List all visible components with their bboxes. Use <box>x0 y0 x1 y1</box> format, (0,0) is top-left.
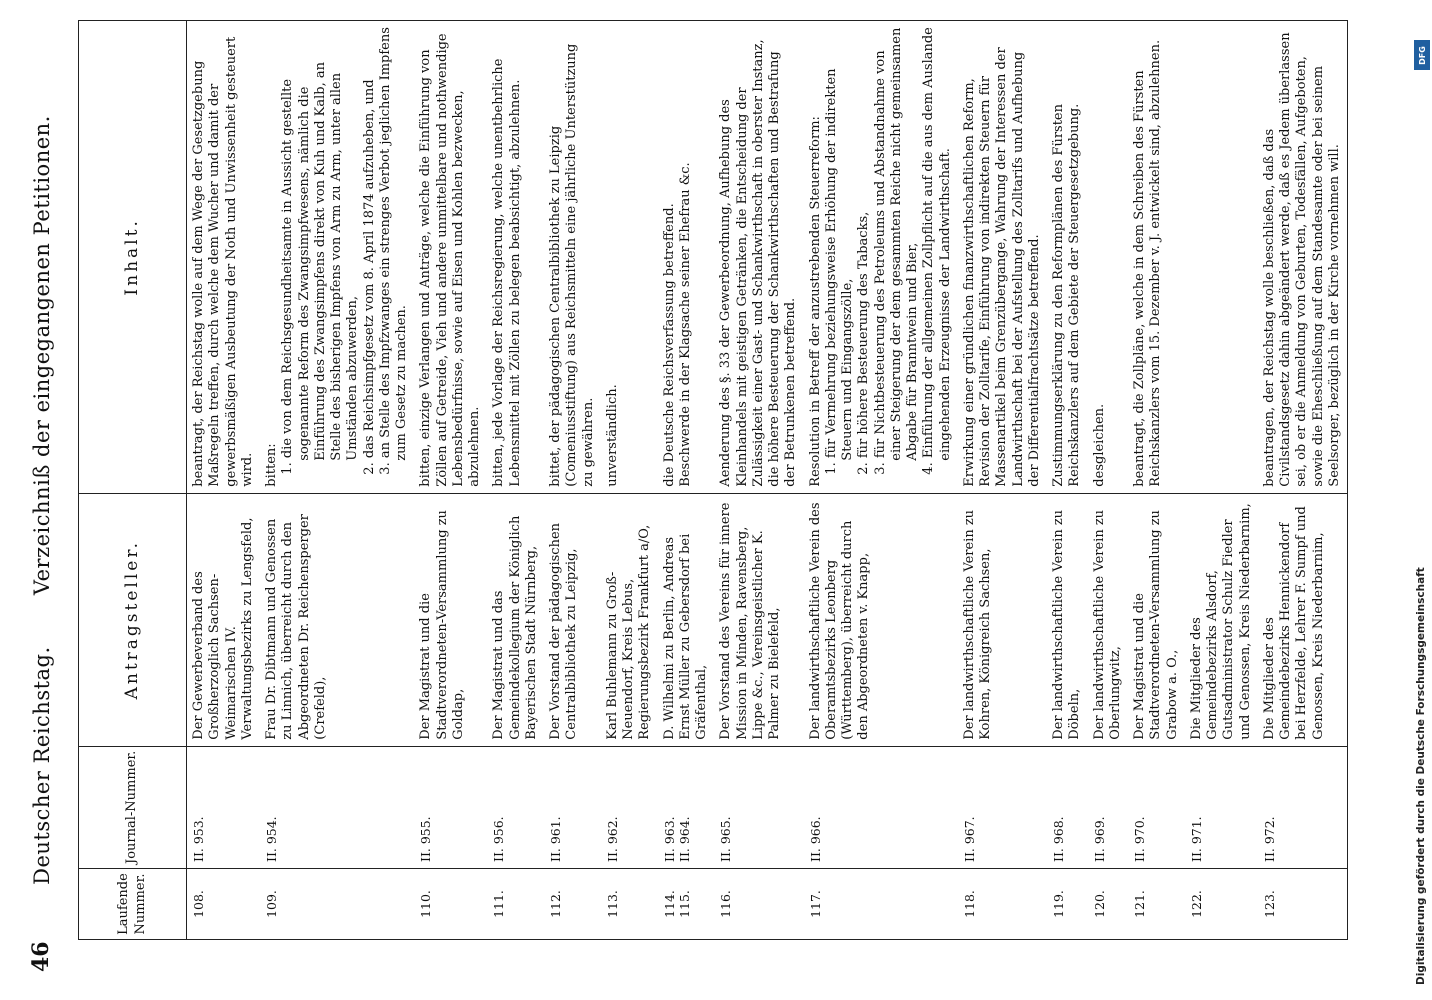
cell-inhalt <box>487 21 544 494</box>
cell-antragsteller: Der Magistrat und das Gemeindekollegium der Königlich Bayerischen Stadt Nürnberg, <box>487 493 544 746</box>
inhalt-text: bitten, einzige Verlangen und Anträge, welche die Einführung von Zöllen auf Getreide, Vieh und andere unmittelbare und nothwendige Lebensbedürfnisse, sowie auf Eisen und Kohlen bezwecken, abzulehnen. <box>418 33 482 487</box>
cell-journal: II. 954. <box>260 746 414 868</box>
inhalt-text: Resolution in Betreff der anzustrebenden Steuerreform: <box>807 116 823 487</box>
cell-antragsteller: Der Vorstand des Vereins für innere Mission in Minden, Ravensberg, Lippe &c., Vereinsgeistlicher K. Palmer zu Bielefeld, <box>714 493 803 746</box>
page-number: 46 <box>28 941 54 972</box>
cell-inhalt <box>1128 21 1185 494</box>
inhalt-list-item: 2. für höhere Besteuerung des Tabacks, <box>856 211 872 475</box>
cell-lfd: 122. <box>1185 869 1258 940</box>
header-journal: Journal-Nummer. <box>79 746 187 868</box>
header-antragsteller: Antragsteller. <box>79 493 187 746</box>
inhalt-text: Aenderung des §. 33 der Gewerbeordnung, Aufhebung des Kleinhandels mit geistigen Getränken, die Entscheidung der Zulässigkeit einer Gast- und Schankwirthschaft in oberster Instanz, die höhere Besteuerung der Schankwirthschaften und Bestrafung der Betrunkenen betreffend. <box>718 39 799 487</box>
cell-journal: II. 965. <box>714 746 803 868</box>
cell-journal: II. 962. <box>601 746 658 868</box>
cell-lfd: 110. <box>414 869 487 940</box>
cell-lfd: 114. 115. <box>658 869 715 940</box>
inhalt-text: bitten: <box>264 443 279 487</box>
inhalt-text: die Deutsche Reichsverfassung betreffend. Beschwerde in der Klagsache seiner Ehefrau &c. <box>661 162 693 487</box>
table-row <box>658 21 715 940</box>
cell-inhalt <box>958 21 1047 494</box>
table-row <box>414 21 487 940</box>
inhalt-text: beantragt, die Zollpläne, welche in dem Schreiben des Fürsten Reichskanzlers vom 15. Dezember v. J. entwickelt sind, abzulehnen. <box>1132 39 1164 487</box>
table-row <box>187 21 261 940</box>
inhalt-text: bitten, jede Vorlage der Reichsregierung, welche unentbehrliche Lebensmittel mit Zöllen zu belegen beabsichtigt, abzulehnen. <box>491 58 523 487</box>
running-head-left: Deutscher Reichstag. <box>30 646 54 885</box>
inhalt-text: beantragen, der Reichstag wolle beschließen, daß das Civilstandsgesetz dahin abgeändert werde, daß es Jedem überlassen sei, ob er die Anmeldung von Geburten, Todesfällen, Aufgeboten, sowie die Eheschließung auf dem Standesamte oder bei seinem Seelsorger, bezüglich in der Kirche vornehmen will. <box>1261 32 1342 487</box>
cell-antragsteller: D. Wilhelmi zu Berlin, Andreas Ernst Müller zu Gebersdorf bei Gräfenthal, <box>658 493 715 746</box>
cell-journal: II. 967. <box>958 746 1047 868</box>
cell-journal: II. 955. <box>414 746 487 868</box>
table-row <box>487 21 544 940</box>
cell-journal: II. 968. <box>1047 746 1088 868</box>
table-row <box>1185 21 1258 940</box>
cell-antragsteller: Die Mitglieder des Gemeindebezirks Hennickendorf bei Herzfelde, Lehrer F. Sumpf und Genossen, Kreis Niederbarnim, <box>1258 493 1348 746</box>
cell-lfd: 118. <box>958 869 1047 940</box>
table-row <box>714 21 803 940</box>
cell-inhalt <box>260 21 414 494</box>
cell-lfd: 112. <box>544 869 601 940</box>
table-row <box>958 21 1047 940</box>
cell-antragsteller: Der landwirthschaftliche Verein des Oberamtsbezirks Leonberg (Württemberg), überreicht durch den Abgeordneten v. Knapp, <box>804 493 958 746</box>
table-row <box>804 21 958 940</box>
inhalt-list-item: 3. an Stelle des Impfzwanges ein strenges Verbot jeglichen Impfens zum Gesetz zu machen. <box>377 27 409 475</box>
header-inhalt: Inhalt. <box>79 21 187 494</box>
cell-antragsteller: Der Magistrat und die Stadtverordneten-Versammlung zu Goldap, <box>414 493 487 746</box>
cell-journal: II. 972. <box>1258 746 1348 868</box>
cell-antragsteller: Der landwirthschaftliche Verein zu Oberlungwitz, <box>1088 493 1129 746</box>
table-header-row <box>79 21 187 940</box>
table-row <box>544 21 601 940</box>
inhalt-text: unverständlich. <box>604 384 620 487</box>
cell-inhalt <box>714 21 803 494</box>
cell-antragsteller: Der landwirthschaftliche Verein zu Kohren, Königreich Sachsen, <box>958 493 1047 746</box>
cell-lfd: 120. <box>1088 869 1129 940</box>
cell-antragsteller: Der Magistrat und die Stadtverordneten-Versammlung zu Grabow a. O., <box>1128 493 1185 746</box>
cell-antragsteller: Der Gewerbeverband des Großherzoglich Sachsen-Weimarischen IV. Verwaltungsbezirks zu Lengsfeld, <box>187 493 261 746</box>
header-lfd: Laufende Nummer. <box>79 869 187 940</box>
cell-antragsteller: Frau Dr. Dibtmann und Genossen zu Linnich, überreicht durch den Abgeordneten Dr. Reichensperger (Crefeld), <box>260 493 414 746</box>
cell-inhalt <box>1088 21 1129 494</box>
inhalt-list-item: 2. das Reichsimpfgesetz vom 8. April 1874 aufzuheben, und <box>361 79 377 475</box>
cell-lfd: 108. <box>187 869 261 940</box>
cell-antragsteller: Die Mitglieder des Gemeindebezirks Alsdorf, Gutsadministrator Schulz Fiedler und Genossen, Kreis Niederbarnim, <box>1185 493 1258 746</box>
cell-lfd: 123. <box>1258 869 1348 940</box>
inhalt-list-item: 1. die von dem Reichsgesundheitsamte in Aussicht gestellte sogenannte Reform des Zwangsimpfwesens, nämlich die Einführung des Zwangsimpfens direkt von Kuh und Kalb, an Stelle des bisherigen Impfens von Arm zu Arm, unter allen Umständen abzuwerden, <box>280 61 361 475</box>
table-row <box>601 21 658 940</box>
cell-lfd: 116. <box>714 869 803 940</box>
table-row <box>1088 21 1129 940</box>
inhalt-text: bittet, der pädagogischen Centralbibliothek zu Leipzig (Comeniusstiftung) aus Reichsmitteln eine jährliche Unterstützung zu gewähren. <box>548 43 596 487</box>
cell-journal: II. 970. <box>1128 746 1185 868</box>
cell-inhalt <box>804 21 958 494</box>
cell-lfd: 119. <box>1047 869 1088 940</box>
cell-journal: II. 961. <box>544 746 601 868</box>
running-head <box>30 0 54 1000</box>
cell-inhalt <box>601 21 658 494</box>
inhalt-text: beantragt, der Reichstag wolle auf dem Wege der Gesetzgebung Maßregeln treffen, durch welche dem Wucher und damit der gewerbsmäßigen Ausbeutung der Noth und Unwissenheit gesteuert wird. <box>191 36 255 487</box>
cell-antragsteller: Der Vorstand der pädagogischen Centralbibliothek zu Leipzig, <box>544 493 601 746</box>
cell-journal: II. 963. II. 964. <box>658 746 715 868</box>
inhalt-list-item: 1. für Vermehrung beziehungsweise Erhöhung der indirekten Steuern und Eingangszölle, <box>823 68 855 475</box>
table-row <box>1047 21 1088 940</box>
inhalt-text: desgleichen. <box>1091 403 1107 487</box>
inhalt-list-item: 4. Einführung der allgemeinen Zollpflicht auf die aus dem Auslande eingehenden Erzeugnisse der Landwirthschaft. <box>921 27 953 475</box>
inhalt-text: Erwirkung einer gründlichen finanzwirthschaftlichen Reform, Revision der Zolltarife, Einführung von indirekten Steuern für Massenartikel beim Grenzübergange, Wahrung der Interessen der Landwirthschaft bei der Aufstellung des Zolltarifs und Aufhebung der Differentialfrachtsätze betreffend. <box>961 47 1042 487</box>
table-row <box>1258 21 1348 940</box>
cell-journal: II. 969. <box>1088 746 1129 868</box>
cell-lfd: 111. <box>487 869 544 940</box>
cell-journal: II. 966. <box>804 746 958 868</box>
running-head-right: Verzeichniß der eingegangenen Petitionen. <box>30 115 54 596</box>
cell-inhalt <box>187 21 261 494</box>
cell-inhalt <box>414 21 487 494</box>
cell-lfd: 117. <box>804 869 958 940</box>
cell-lfd: 113. <box>601 869 658 940</box>
cell-inhalt <box>1047 21 1088 494</box>
table-body <box>187 21 1348 940</box>
table-row <box>1128 21 1185 940</box>
cell-antragsteller: Der landwirthschaftliche Verein zu Döbeln, <box>1047 493 1088 746</box>
table-row <box>260 21 414 940</box>
dfg-logo: DFG <box>1414 40 1430 70</box>
cell-antragsteller: Karl Buhlemann zu Groß-Neuendorf, Kreis Lebus, Regierungsbezirk Frankfurt a/O, <box>601 493 658 746</box>
inhalt-text: Zustimmungserklärung zu den Reformplänen des Fürsten Reichskanzlers auf dem Gebiete der Steuergesetzgebung. <box>1051 103 1083 487</box>
petitions-table <box>78 20 1348 940</box>
cell-inhalt <box>1258 21 1348 494</box>
cell-inhalt <box>544 21 601 494</box>
inhalt-list-item: 3. für Nichtbesteuerung des Petroleums und Abstandnahme von einer Steigerung der dem gesammten Reiche nicht gemeinsamen Abgabe für Branntwein und Bier, <box>872 27 920 475</box>
cell-journal: II. 953. <box>187 746 261 868</box>
digitization-credit: Digitalisierung gefördert durch die Deutsche Forschungsgemeinschaft <box>1415 567 1427 985</box>
cell-inhalt <box>1185 21 1258 494</box>
cell-lfd: 109. <box>260 869 414 940</box>
cell-journal: II. 956. <box>487 746 544 868</box>
cell-journal: II. 971. <box>1185 746 1258 868</box>
cell-lfd: 121. <box>1128 869 1185 940</box>
cell-inhalt <box>658 21 715 494</box>
